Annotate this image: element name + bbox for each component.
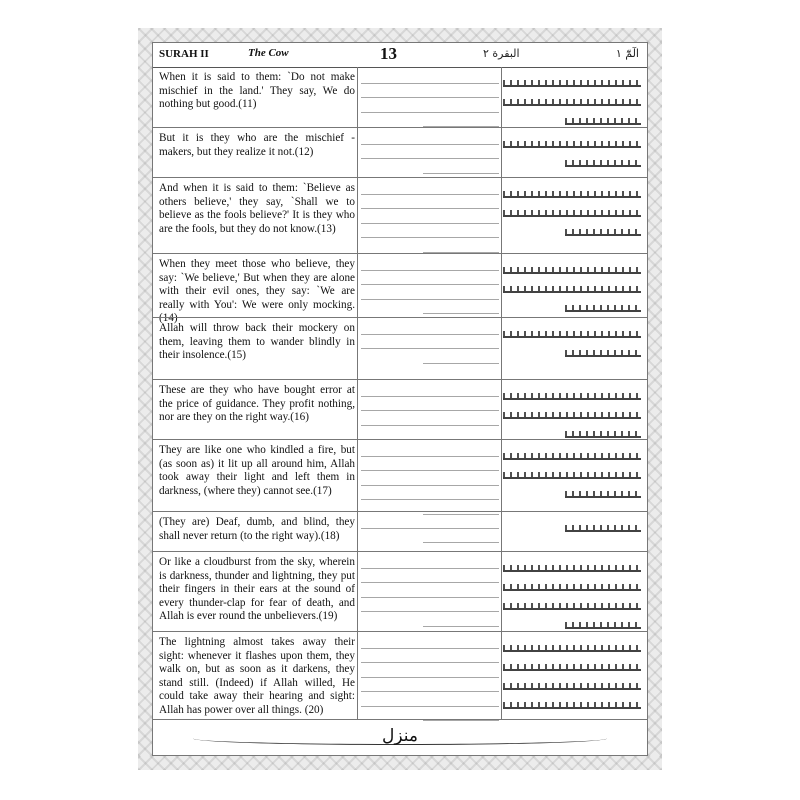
- urdu-translation: [361, 69, 499, 127]
- urdu-translation: [361, 256, 499, 314]
- ornamental-border-bottom: [138, 756, 662, 770]
- ornamental-border-left: [138, 42, 152, 756]
- urdu-translation: [361, 180, 499, 253]
- english-translation: And when it is said to them: `Believe as others believe,' they say, `Shall we to believe as the fools believe?' It is they who are the fools, but they do not know.(13): [159, 182, 355, 235]
- english-translation: These are they who have bought error at the price of guidance. They profit nothing, nor are they on the right way.(16): [159, 384, 355, 424]
- english-translation: Or like a cloudburst from the sky, wherein is darkness, thunder and lightning, they put their fingers in their ears at the sound of every thunder-clap for fear of death, and Allah is ever round the unbelievers.(19): [159, 556, 355, 623]
- manzil-mark: منزل: [382, 726, 418, 746]
- verse-row-15: [153, 317, 647, 380]
- verse-row-17: [153, 439, 647, 512]
- verse-row-16: [153, 379, 647, 440]
- english-translation: When it is said to them: `Do not make mischief in the land.' They say, We do nothing but good.(11): [159, 71, 355, 111]
- verse-row-14: [153, 253, 647, 325]
- urdu-translation: [361, 554, 499, 627]
- quran-page: [138, 28, 662, 770]
- surah-label: SURAH II: [159, 48, 209, 60]
- english-translation: (They are) Deaf, dumb, and blind, they shall never return (to the right way).(18): [159, 516, 355, 542]
- arabic-verse: [503, 381, 641, 438]
- ornamental-border-top: [138, 28, 662, 42]
- page-header: [153, 43, 647, 68]
- text-frame: [152, 42, 648, 756]
- urdu-translation: [361, 130, 499, 174]
- verse-row-12: [153, 127, 647, 178]
- ornamental-border-right: [648, 42, 662, 756]
- arabic-verse: [503, 255, 641, 312]
- urdu-surah-title: البقرة ٢: [483, 47, 520, 60]
- page-number: 13: [380, 44, 397, 63]
- verse-row-13: [153, 177, 647, 254]
- urdu-translation: [361, 514, 499, 543]
- surah-name: The Cow: [248, 47, 289, 59]
- verse-row-18: [153, 511, 647, 552]
- arabic-verse: [503, 179, 641, 236]
- verse-row-20: [153, 631, 647, 720]
- arabic-verse: [503, 513, 641, 532]
- arabic-verse: [503, 441, 641, 498]
- english-translation: But it is they who are the mischief - makers, but they realize it not.(12): [159, 132, 355, 158]
- arabic-verse: [503, 68, 641, 125]
- urdu-translation: [361, 382, 499, 440]
- urdu-translation: [361, 320, 499, 364]
- arabic-para-title: الٓمّٓ ١: [615, 47, 639, 60]
- arabic-verse: [503, 319, 641, 357]
- english-translation: When they meet those who believe, they say: `We believe,' But when they are alone with their evil ones, they say: `We are really with You': We were only mocking.(14): [159, 258, 355, 325]
- urdu-translation: [361, 634, 499, 721]
- arabic-verse: [503, 553, 641, 629]
- arabic-verse: [503, 633, 641, 709]
- english-translation: The lightning almost takes away their sight: whenever it flashes upon them, they walk on, but as soon as it darkens, they stand still. (Indeed) if Allah willed, He could take away their hearing and sight: Allah has power over all things. (20): [159, 636, 355, 716]
- urdu-translation: [361, 442, 499, 515]
- verse-row-11: [153, 67, 647, 127]
- page-content: [153, 43, 647, 755]
- page-footer: [153, 719, 647, 756]
- verse-row-19: [153, 551, 647, 632]
- arabic-verse: [503, 129, 641, 167]
- english-translation: Allah will throw back their mockery on them, leaving them to wander blindly in their insolence.(15): [159, 322, 355, 362]
- english-translation: They are like one who kindled a fire, but (as soon as) it lit up all around him, Allah took away their light and left them in darkness, (where they) cannot see.(17): [159, 444, 355, 497]
